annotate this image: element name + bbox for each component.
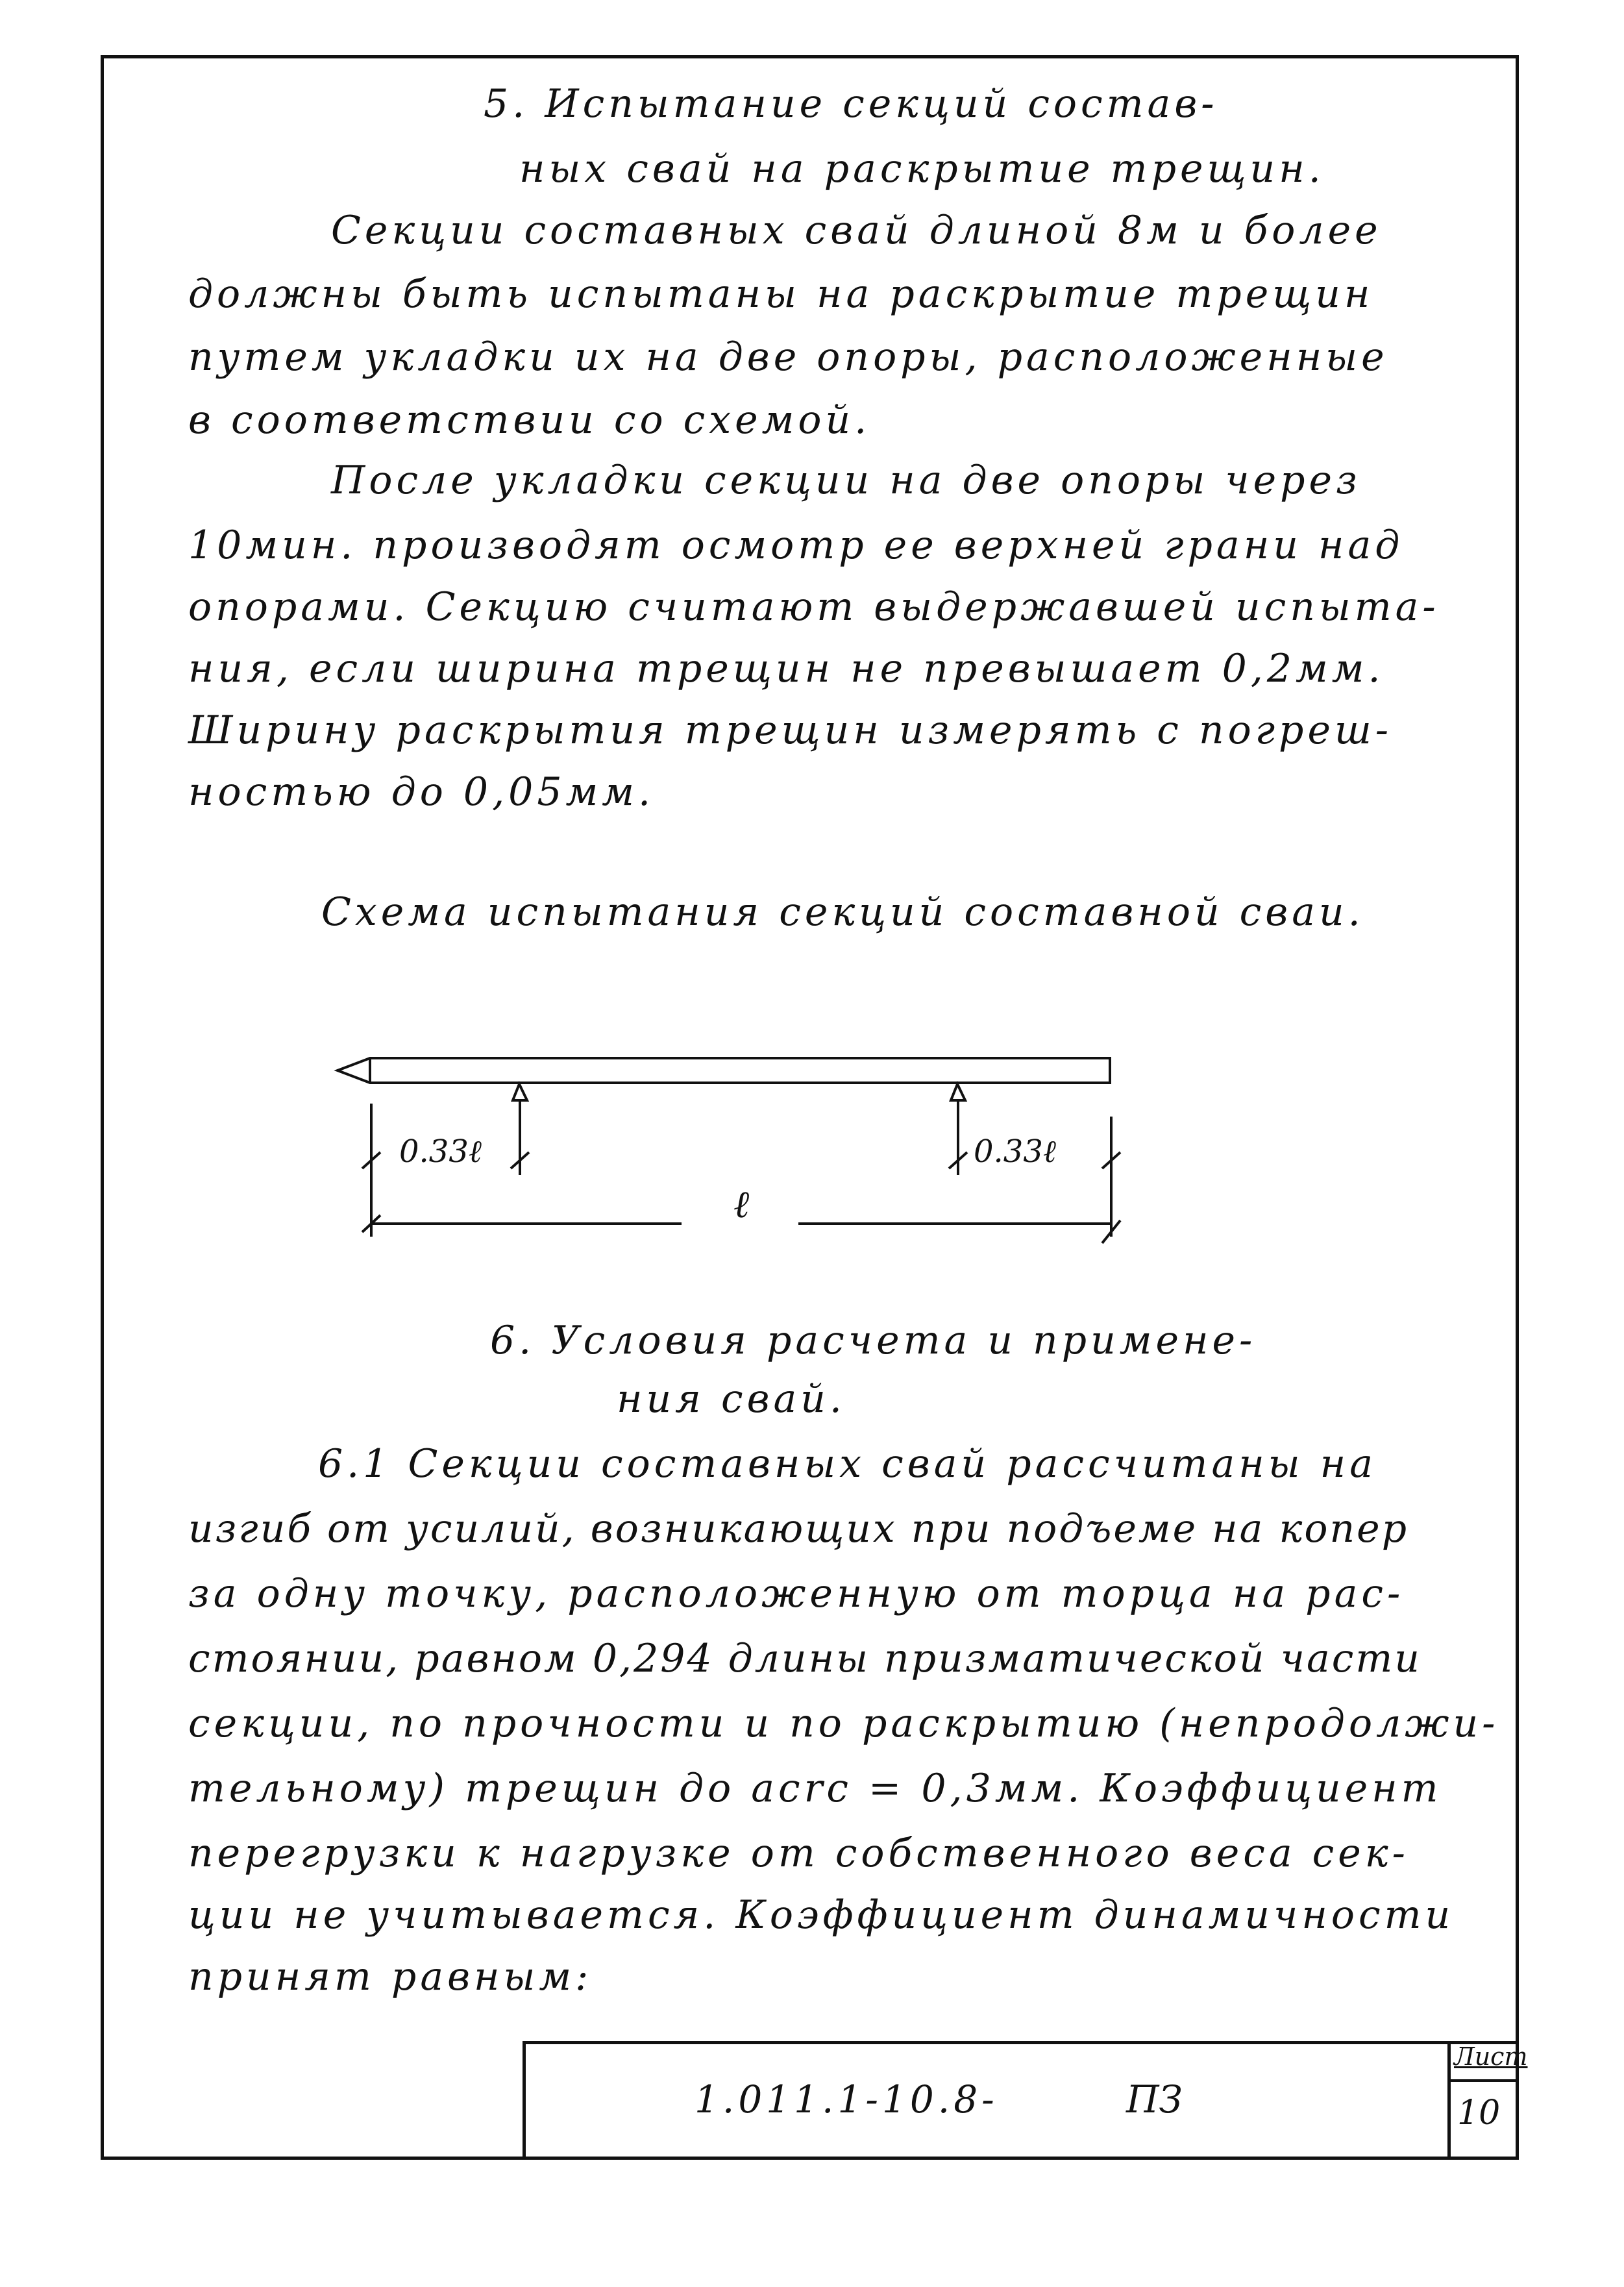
scheme-title: Схема испытания секций составной сваи. [321, 889, 1364, 935]
section6-para-line2: изгиб от усилий, возникающих при подъеме на копер [188, 1506, 1409, 1551]
section6-para-line9: принят равным: [188, 1954, 593, 1999]
section6-title-line2: ния свай. [617, 1376, 846, 1422]
section6-title-line1: 6. Условия расчета и примене- [490, 1318, 1257, 1363]
section6-para-line1: 6.1 Секции составных свай рассчитаны на [318, 1441, 1377, 1487]
left-support-icon [513, 1084, 527, 1100]
sheet-separator [1447, 2079, 1519, 2082]
span-label: ℓ [733, 1182, 750, 1226]
section6-para-line6: тельному) трещин до acrc = 0,3мм. Коэффициент [188, 1766, 1442, 1811]
section5-para2-line1: После укладки секции на две опоры через [331, 458, 1361, 503]
section5-para2-line3: опорами. Секцию считают выдержавшей испыта- [188, 584, 1440, 630]
right-dim-label: 0.33ℓ [974, 1133, 1056, 1170]
sheet-label: Лист [1454, 2042, 1528, 2071]
section5-para1-line2: должны быть испытаны на раскрытие трещин [188, 271, 1374, 317]
right-support-icon [951, 1084, 965, 1100]
section5-title-line2: ных свай на раскрытие трещин. [519, 146, 1325, 192]
title-block [523, 2041, 1519, 2160]
section5-para2-line5: Ширину раскрытия трещин измерять с погреш- [188, 708, 1393, 753]
section6-para-line4: стоянии, равном 0,294 длины призматической части [188, 1636, 1421, 1681]
pile-body [338, 1058, 1110, 1083]
section6-para-line7: перегрузки к нагрузке от собственного веса сек- [188, 1831, 1409, 1876]
section5-para1-line1: Секции составных свай длиной 8м и более [331, 208, 1382, 253]
section5-title-line1: 5. Испытание секций состав- [484, 81, 1218, 127]
section5-para2-line2: 10мин. производят осмотр ее верхней грани над [188, 523, 1404, 568]
section5-para2-line6: ностью до 0,05мм. [188, 769, 655, 815]
section6-para-line5: секции, по прочности и по раскрытию (непродолжи- [188, 1701, 1499, 1746]
section5-para2-line4: ния, если ширина трещин не превышает 0,2мм. [188, 646, 1384, 691]
document-type: ПЗ [1126, 2077, 1183, 2121]
sheet-number: 10 [1457, 2094, 1501, 2132]
section6-para-line8: ции не учитывается. Коэффициент динамичности [188, 1892, 1455, 1938]
document-code: 1.011.1-10.8- [695, 2077, 998, 2121]
section6-para-line3: за одну точку, расположенную от торца на рас- [188, 1571, 1405, 1616]
left-dim-label: 0.33ℓ [399, 1133, 482, 1170]
section5-para1-line3: путем укладки их на две опоры, расположенные [188, 334, 1388, 380]
section5-para1-line4: в соответствии со схемой. [188, 397, 871, 443]
